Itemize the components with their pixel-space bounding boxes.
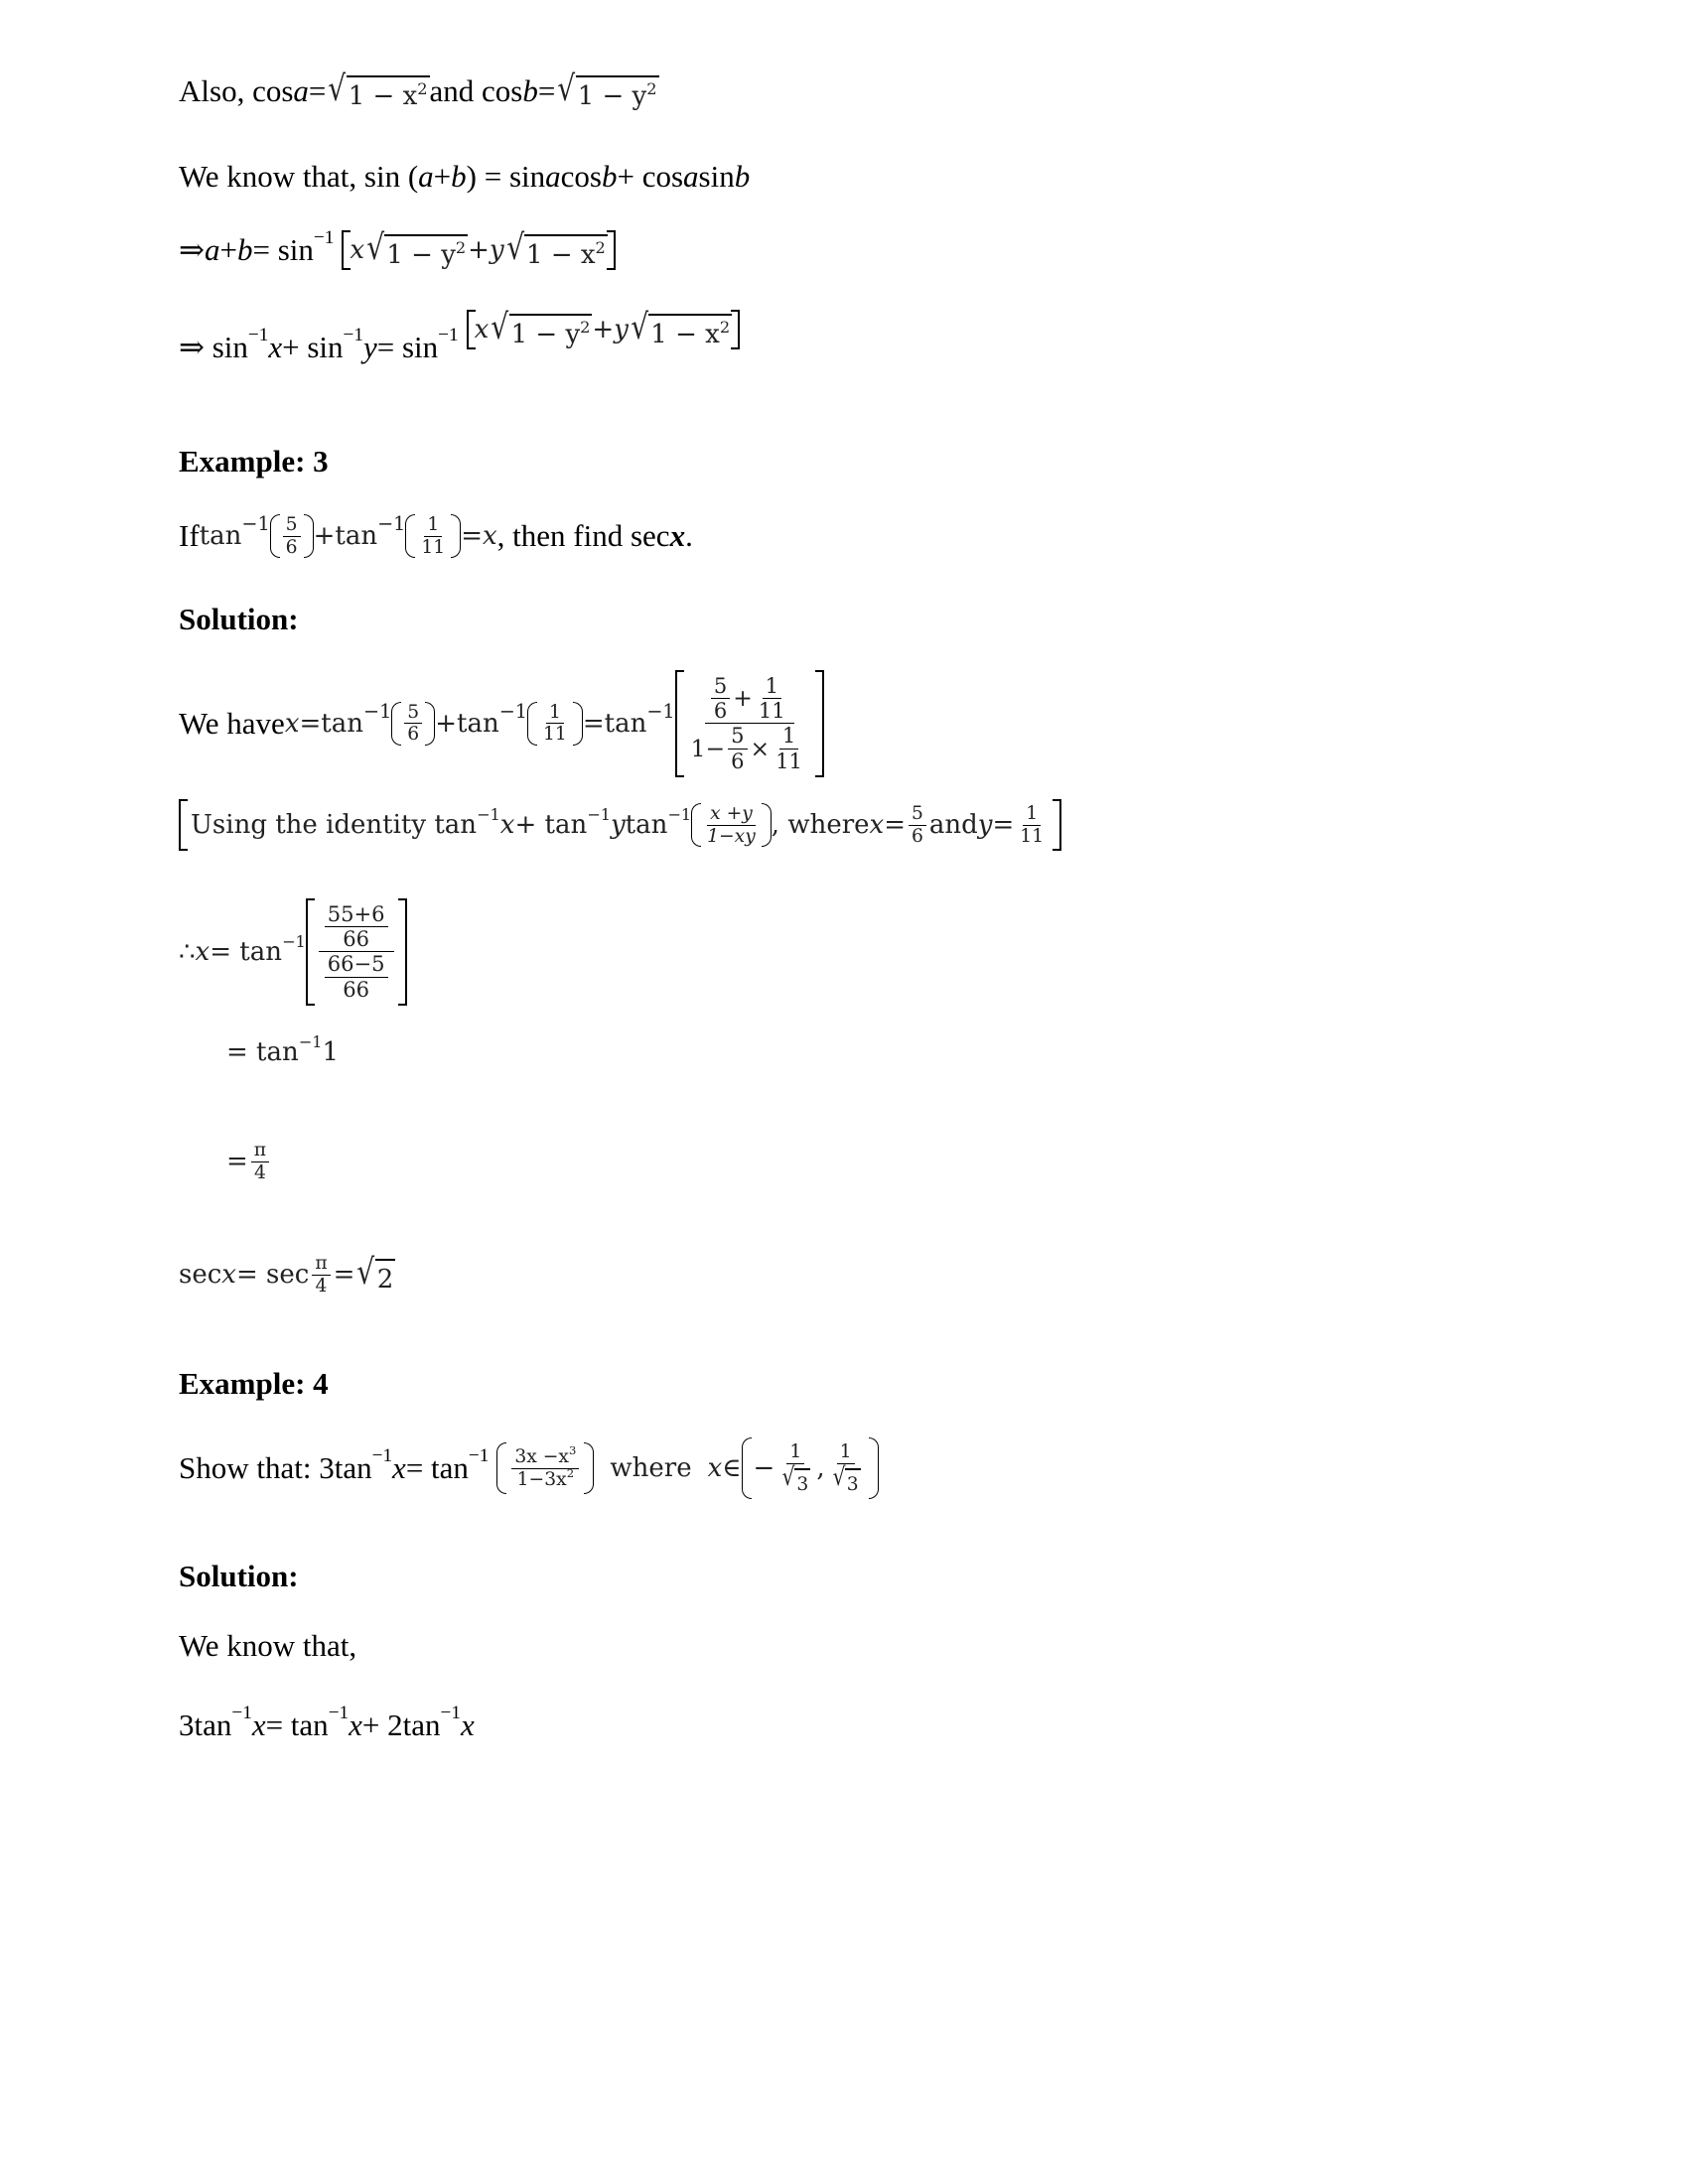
example-3-question: If tan −1 $\frac{5}{6}$ + tan −1 $\frac{1}{11}$ = x , then find sec x . [179, 512, 693, 558]
cos-relation-line: Also, cos a = √ $1 - x^2$ and cos b = √ $1 - y^2$ [179, 68, 657, 111]
example-3-heading: Example: 3 [179, 444, 329, 478]
step-2-line: = tan −1 1 [226, 1032, 340, 1067]
we-know-line: We know that, [179, 1628, 357, 1663]
example-4-question: Show that: 3tan −1 x = tan −1 $\frac{3x -x^3}{1-3x^2}$ where x ∈ − 1 √ 3 , 1 √ 3 [179, 1437, 879, 1499]
sqrt-1-minus-y2: √ $1 - y^2$ [557, 68, 657, 111]
identity-note: Using the identity tan −1 x + tan −1 y tan −1 $\frac{x +y}{1-xy}$ , where x = $\frac{5}{6}$ and y = $\frac{1}{11}$ [179, 799, 1061, 851]
arcsin-sum-result-line: ⇒ sin −1 x + sin −1 y = sin −1 x √ $1 - y^2$ + y √ $1 - x^2$ [179, 328, 740, 367]
solution-heading-2: Solution: [179, 1559, 299, 1593]
sqrt-1-minus-x2: √ $1 - x^2$ [328, 68, 428, 111]
a-plus-b-line: ⇒ a + b = sin −1 x √ $1 - y^2$ + y √ $1 - x^2$ [179, 230, 616, 270]
we-have-line: We have x = tan −1 $\frac{5}{6}$ + tan −1 $\frac{1}{11}$ = tan −1 $\frac{5}{6}$ + $\frac{1}{11}$ 1− $\frac{5}{6}$ × $\frac{1}{11}$ [179, 670, 824, 777]
sin-sum-identity-line: We know that, sin ( a + b ) = sin a cos b + cos a sin b [179, 159, 751, 194]
bracket-expression: x √ $1 - y^2$ + y √ $1 - x^2$ [342, 230, 615, 270]
triple-arctan-line: 3tan −1 x = tan −1 x + 2tan −1 x [179, 1702, 475, 1742]
example-4-heading: Example: 4 [179, 1366, 329, 1401]
step-1-line: ∴ x = tan −1 $\frac{\frac{55+6}{66}}{\frac{66-5}{66}}$ [179, 898, 407, 1006]
step-3-line: = $\frac{\pi}{4}$ [226, 1140, 272, 1183]
solution-heading: Solution: [179, 602, 299, 636]
bracket-expression: x √ $1 - y^2$ + y √ $1 - x^2$ [467, 310, 740, 349]
compound-fraction: $\frac{5}{6}$ + $\frac{1}{11}$ 1− $\frac{5}{6}$ × $\frac{1}{11}$ [675, 670, 824, 777]
sec-result-line: sec x = sec $\frac{\pi}{4}$ = √ 2 [179, 1252, 394, 1297]
